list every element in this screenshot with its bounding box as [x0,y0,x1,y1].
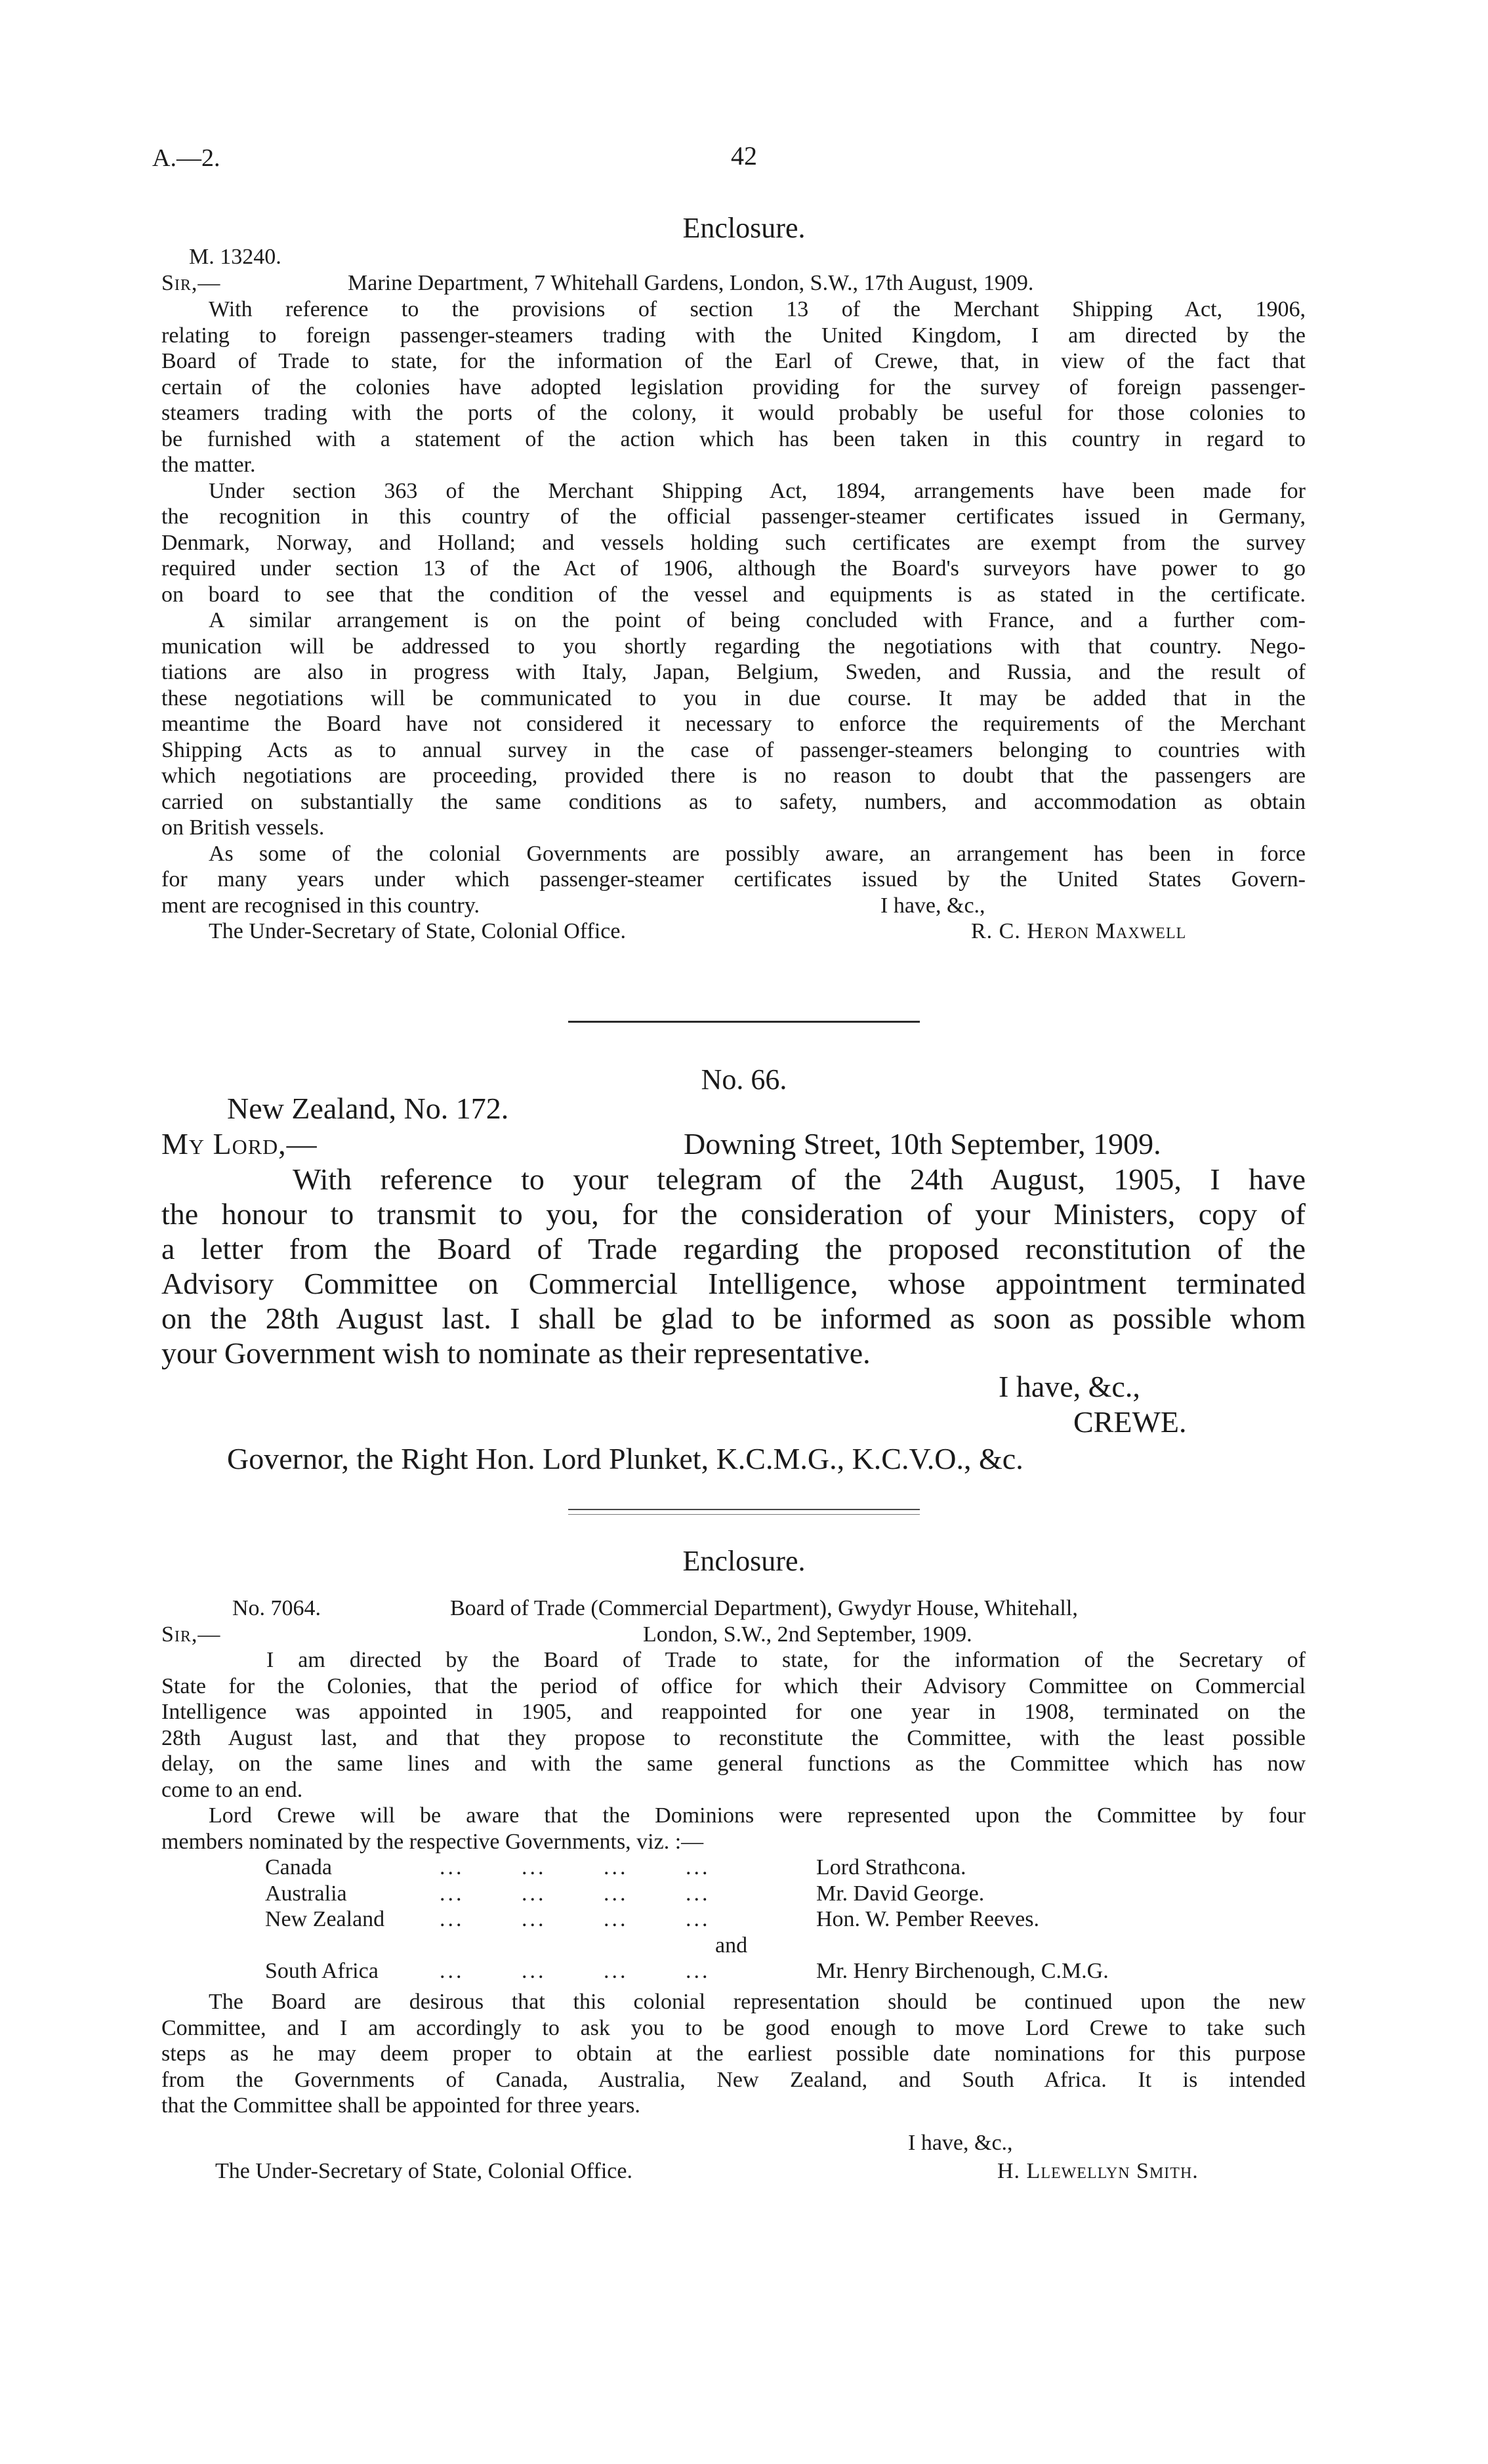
enclosure-text-line: A similar arrangement is on the point of being concluded with France, and a further com- [209,608,1306,632]
enclosure-text-line: relating to foreign passenger-steamers trading with the United Kingdom, I am directed by the [161,323,1306,348]
enclosure-dateline: Board of Trade (Commercial Department), Gwydyr House, Whitehall, [450,1596,1078,1620]
section-divider [568,1509,920,1510]
despatch-text-line: Advisory Committee on Commercial Intelligence, whose appointment terminated [161,1267,1306,1300]
page-number: 42 [731,141,757,171]
enclosure-text-line: Board of Trade to state, for the information of the Earl of Crewe, that, in view of the fact that [161,349,1306,373]
enclosure-addressee: The Under-Secretary of State, Colonial Office. [215,2159,632,2183]
dot-leader: ... ... ... ... [440,1881,711,1906]
section-divider [568,1514,920,1515]
enclosure-text-line: required under section 13 of the Act of 1906, although the Board's surveyors have power to go [161,556,1306,581]
enclosure-dateline: Marine Department, 7 Whitehall Gardens, London, S.W., 17th August, 1909. [348,271,1034,295]
enclosure-text-line: The Board are desirous that this colonial representation should be continued upon the new [209,1990,1306,2014]
dot-leader: ... ... ... ... [440,1907,711,1931]
member-dominion: Australia [265,1881,347,1906]
enclosure-text-line: Intelligence was appointed in 1905, and reappointed for one year in 1908, terminated on the [161,1700,1306,1724]
enclosure-text-line: on board to see that the condition of the vessel and equipments is as stated in the certificate. [161,582,1306,607]
enclosure-text-line: that the Committee shall be appointed for three years. [161,2093,640,2118]
dot-leader: ... ... ... ... [440,1855,711,1879]
despatch-text-line: a letter from the Board of Trade regarding the proposed reconstitution of the [161,1232,1306,1265]
despatch-closing: I have, &c., [999,1370,1140,1403]
enclosure-text-line: Lord Crewe will be aware that the Dominions were represented upon the Committee by four [209,1803,1306,1828]
member-name: Mr. Henry Birchenough, C.M.G. [816,1959,1109,1983]
enclosure-text-line: come to an end. [161,1777,303,1802]
member-dominion: South Africa [265,1959,379,1983]
enclosure-text-line: from the Governments of Canada, Australia, New Zealand, and South Africa. It is intended [161,2067,1306,2092]
enclosure-text-line: 28th August last, and that they propose to reconstitute the Committee, with the least possible [161,1725,1306,1750]
enclosure-text-line: ment are recognised in this country. [161,893,480,918]
enclosure-text-line: Shipping Acts as to annual survey in the case of passenger-steamers belonging to countries with [161,737,1306,762]
enclosure-dateline: London, S.W., 2nd September, 1909. [643,1622,972,1647]
enclosure-salutation: Sir,— [161,1622,221,1647]
enclosure-text-line: munication will be addressed to you shortly regarding the negotiations with that country. Nego- [161,634,1306,659]
enclosure-text-line: State for the Colonies, that the period of office for which their Advisory Committee on Commercial [161,1673,1306,1698]
despatch-colony-ref: New Zealand, No. 172. [227,1092,509,1125]
enclosure-text-line: the recognition in this country of the official passenger-steamer certificates issued in Germany, [161,504,1306,529]
despatch-addressee: Governor, the Right Hon. Lord Plunket, K.C.M.G., K.C.V.O., &c. [227,1442,1023,1475]
enclosure-text-line: for many years under which passenger-steamer certificates issued by the United States Govern- [161,867,1306,892]
enclosure-closing: I have, &c., [880,893,985,918]
enclosure-text-line: on British vessels. [161,815,325,840]
enclosure-heading: Enclosure. [682,1545,806,1577]
enclosure-text-line: certain of the colonies have adopted legislation providing for the survey of foreign passenger- [161,375,1306,400]
despatch-text-line: on the 28th August last. I shall be glad to be informed as soon as possible whom [161,1302,1306,1335]
enclosure-addressee: The Under-Secretary of State, Colonial Office. [209,919,626,943]
enclosure-text-line: tiations are also in progress with Italy, Japan, Belgium, Sweden, and Russia, and the result of [161,660,1306,684]
enclosure-text-line: steps as he may deem proper to obtain at the earliest possible date nominations for this purpose [161,2042,1306,2066]
member-name: Hon. W. Pember Reeves. [816,1907,1039,1931]
despatch-salutation: My Lord,— [161,1127,318,1160]
dot-leader: ... ... ... ... [440,1959,711,1983]
enclosure-ref-number: No. 7064. [232,1596,321,1620]
enclosure-heading: Enclosure. [682,212,806,244]
section-divider [568,1021,920,1023]
enclosure-text-line: Under section 363 of the Merchant Shipping Act, 1894, arrangements have been made for [209,478,1306,503]
enclosure-text-line: carried on substantially the same conditions as to safety, numbers, and accommodation as obtain [161,789,1306,814]
enclosure-text-line: delay, on the same lines and with the same general functions as the Committee which has now [161,1752,1306,1776]
enclosure-text-line: Committee, and I am accordingly to ask you to be good enough to move Lord Crewe to take such [161,2015,1306,2040]
enclosure-text-line: these negotiations will be communicated to you in due course. It may be added that in the [161,686,1306,710]
despatch-text-line: With reference to your telegram of the 24th August, 1905, I have [293,1162,1306,1196]
member-name: Mr. David George. [816,1881,985,1906]
enclosure-text-line: I am directed by the Board of Trade to state, for the information of the Secretary of [266,1648,1306,1672]
member-dominion: New Zealand [265,1907,385,1931]
despatch-signature: CREWE. [1073,1405,1187,1439]
enclosure-text-line: steamers trading with the ports of the colony, it would probably be useful for those colonies to [161,401,1306,425]
enclosure-text-line: members nominated by the respective Governments, viz. :— [161,1829,704,1854]
enclosure-closing: I have, &c., [908,2131,1013,2155]
and-word: and [715,1933,748,1958]
despatch-number: No. 66. [701,1063,787,1096]
enclosure-text-line: With reference to the provisions of section 13 of the Merchant Shipping Act, 1906, [209,297,1306,321]
enclosure-text-line: the matter. [161,453,256,477]
page-ref: A.—2. [152,144,220,172]
despatch-dateline: Downing Street, 10th September, 1909. [684,1127,1161,1160]
enclosure-text-line: be furnished with a statement of the action which has been taken in this country in regard to [161,426,1306,451]
enclosure-text-line: Denmark, Norway, and Holland; and vessels holding such certificates are exempt from the survey [161,530,1306,555]
enclosure-signature: H. Llewellyn Smith. [997,2159,1199,2183]
enclosure-text-line: As some of the colonial Governments are possibly aware, an arrangement has been in force [209,841,1306,866]
member-dominion: Canada [265,1855,332,1879]
despatch-text-line: the honour to transmit to you, for the consideration of your Ministers, copy of [161,1197,1306,1231]
enclosure-text-line: meantime the Board have not considered it necessary to enforce the requirements of the Merchant [161,712,1306,736]
member-name: Lord Strathcona. [816,1855,966,1879]
despatch-text-line: your Government wish to nominate as their representative. [161,1336,871,1370]
enclosure-signature: R. C. Heron Maxwell [971,919,1187,943]
enclosure-salutation: Sir,— [161,271,221,295]
enclosure-ref-number: M. 13240. [189,245,281,269]
enclosure-text-line: which negotiations are proceeding, provided there is no reason to doubt that the passengers are [161,764,1306,788]
